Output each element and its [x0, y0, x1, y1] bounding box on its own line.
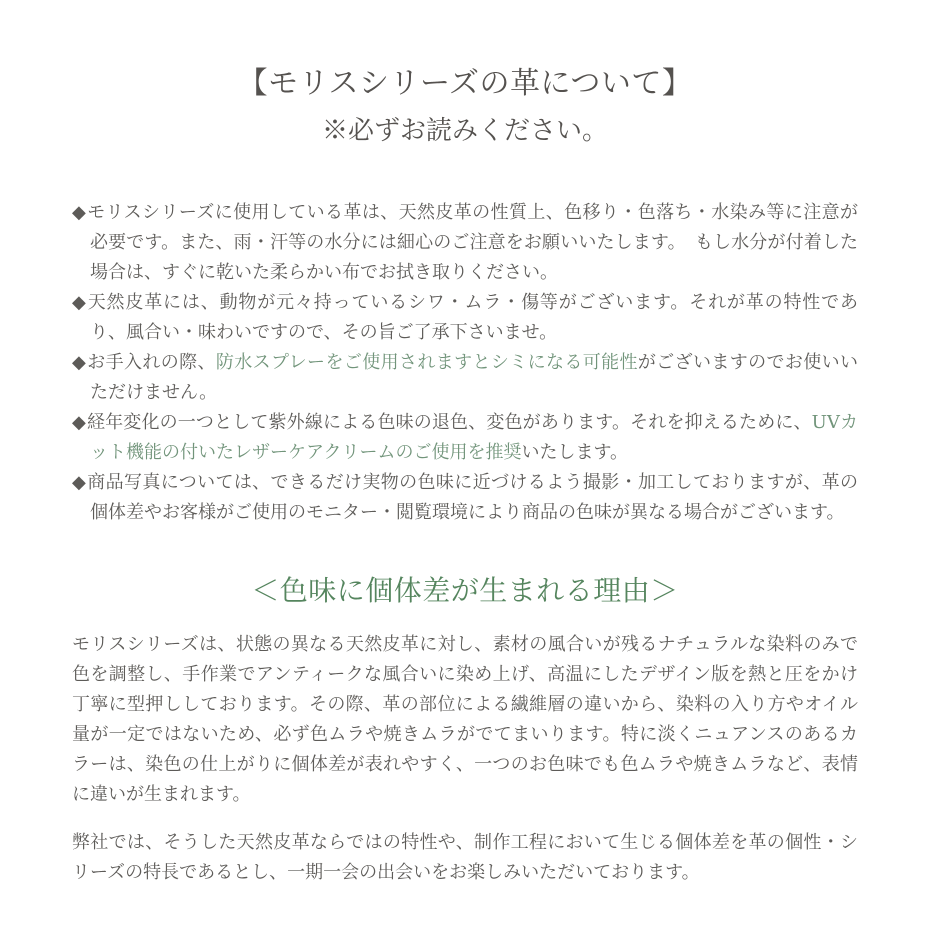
leather-notes-list — [72, 198, 858, 528]
note-text: がございますのでお使いいただけません。 — [90, 352, 859, 403]
note-text: モリスシリーズに使用している革は、天然皮革の性質上、色移り・色落ち・水染み等に注意が必要です。また、雨・汗等の水分には細心のご注意をお願いいたします。 もし水分が付着した場合は、すぐに乾いた柔らかい布でお拭き取りください。 — [87, 202, 858, 283]
diamond-bullet-icon: ◆ — [72, 292, 87, 313]
color-variation-reason-heading: ＜色味に個体差が生まれる理由＞ — [251, 574, 679, 607]
note-text: 天然皮革には、動物が元々持っているシワ・ムラ・傷等がございます。それが革の特性であり、風合い・味わいですので、その旨ご了承下さいませ。 — [87, 292, 858, 343]
diamond-bullet-icon: ◆ — [72, 202, 87, 223]
note-text-emphasis: UVカット機能の付いたレザーケアクリームのご使用を推奨 — [90, 412, 858, 463]
must-read-subtitle: ※必ずお読みください。 — [321, 116, 608, 146]
reason-paragraphs — [72, 630, 858, 888]
note-item — [72, 288, 858, 348]
note-text-emphasis: 防水スプレーをご使用されますとシミになる可能性 — [215, 352, 638, 373]
note-text: 経年変化の一つとして紫外線による色味の退色、変色があります。それを抑えるために、 — [87, 412, 812, 433]
diamond-bullet-icon: ◆ — [72, 472, 87, 493]
note-item — [72, 468, 858, 528]
page-title: 【モリスシリーズの革について】 — [237, 66, 693, 101]
reason-paragraph: モリスシリーズは、状態の異なる天然皮革に対し、素材の風合いが残るナチュラルな染料のみで色を調整し、手作業でアンティークな風合いに染め上げ、高温にしたデザイン版を熱と圧をかけ丁寧に型押ししております。その際、革の部位による繊維層の違いから、染料の入り方やオイル量が一定ではないため、必ず色ムラや焼きムラがでてまいります。特に淡くニュアンスのあるカラーは、染色の仕上がりに個体差が表れやすく、一つのお色味でも色ムラや焼きムラなど、表情に違いが生まれます。 — [72, 634, 858, 805]
diamond-bullet-icon: ◆ — [72, 352, 87, 373]
reason-paragraph: 弊社では、そうした天然皮革ならではの特性や、制作工程において生じる個体差を革の個性・シリーズの特長であるとし、一期一会の出会いをお楽しみいただいております。 — [72, 832, 858, 883]
diamond-bullet-icon: ◆ — [72, 412, 86, 433]
note-item — [72, 198, 858, 288]
note-text: 商品写真については、できるだけ実物の色味に近づけるよう撮影・加工しておりますが、革の個体差やお客様がご使用のモニター・閲覧環境により商品の色味が異なる場合がございます。 — [87, 472, 859, 523]
note-item — [72, 408, 858, 468]
note-text: いたします。 — [521, 442, 629, 463]
note-text: お手入れの際、 — [87, 352, 216, 373]
note-item — [72, 348, 858, 408]
